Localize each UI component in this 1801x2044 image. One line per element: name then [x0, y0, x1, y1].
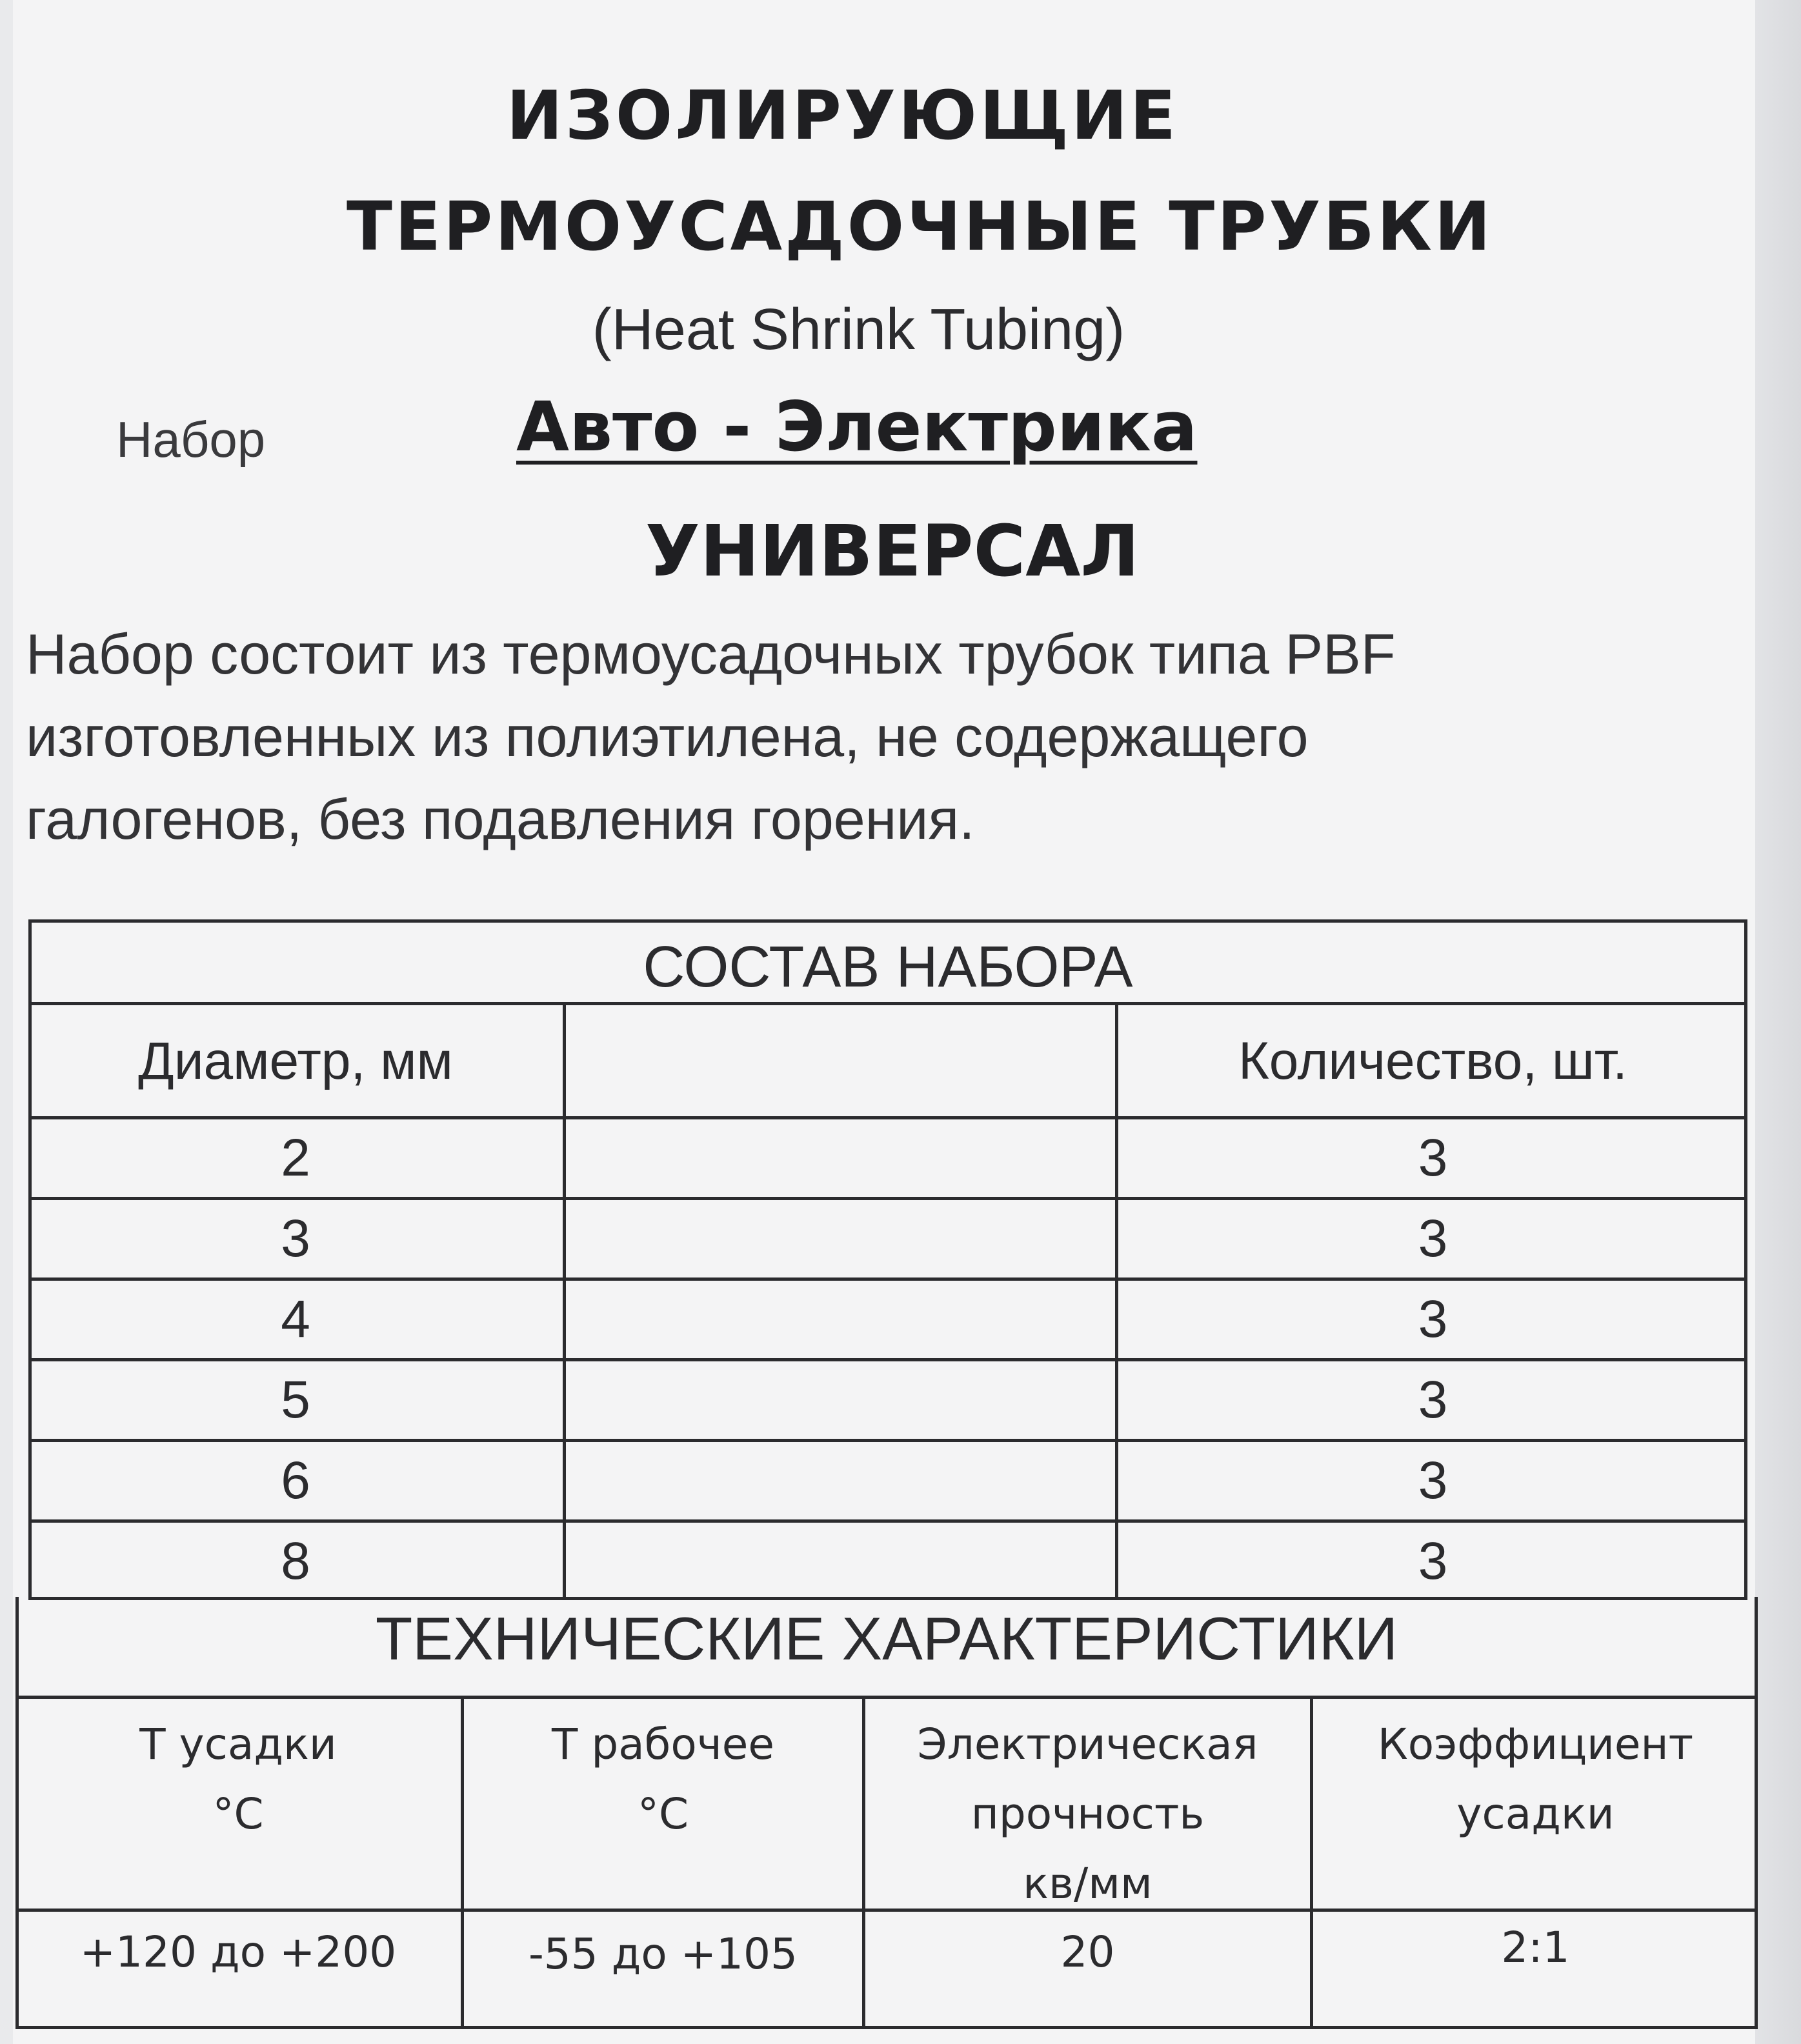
spec-header-line: кв/мм	[1023, 1859, 1152, 1909]
spec-header-shrink-temp	[15, 1710, 461, 1849]
table-divider	[28, 1002, 1747, 1005]
composition-title: СОСТАВ НАБОРА	[643, 935, 1133, 999]
description-line-3: галогенов, без подавления горения.	[26, 787, 975, 851]
title-line-1: ИЗОЛИРУЮЩИЕ	[506, 76, 1179, 155]
spec-header-line: Электрическая	[917, 1719, 1258, 1769]
description-line-2: изготовленных из полиэтилена, не содержащего	[26, 705, 1309, 768]
spec-header-line: Т рабочее	[552, 1719, 774, 1769]
cell-quantity: 3	[1418, 1451, 1448, 1510]
spec-header-working-temp	[464, 1710, 862, 1849]
title-line-2: ТЕРМОУСАДОЧНЫЕ ТРУБКИ	[347, 187, 1493, 266]
spec-header-line: °С	[212, 1789, 264, 1839]
description-paragraph	[26, 613, 1729, 861]
spec-value-dielectric-strength: 20	[1060, 1927, 1115, 1977]
cell-diameter: 2	[281, 1128, 310, 1187]
cell-diameter: 4	[281, 1290, 310, 1348]
spec-header-shrink-ratio	[1313, 1710, 1758, 1849]
table-divider	[15, 1696, 1758, 1699]
sheet-edge-shadow	[1755, 0, 1801, 2044]
description-line-1: Набор состоит из термоусадочных трубок типа PBF	[26, 622, 1396, 686]
set-label: Набор	[116, 411, 266, 468]
cell-quantity: 3	[1418, 1128, 1448, 1187]
spec-header-line: Т усадки	[139, 1719, 337, 1769]
table-divider	[28, 1197, 1747, 1200]
table-divider	[28, 1116, 1747, 1119]
table-divider	[28, 1278, 1747, 1281]
specs-title: ТЕХНИЧЕСКИЕ ХАРАКТЕРИСТИКИ	[375, 1605, 1398, 1672]
table-divider	[28, 1358, 1747, 1361]
set-type: УНИВЕРСАЛ	[645, 510, 1140, 592]
spec-header-line: °С	[637, 1789, 689, 1839]
cell-quantity: 3	[1418, 1290, 1448, 1348]
subtitle-english: (Heat Shrink Tubing)	[592, 297, 1125, 362]
spec-value-shrink-temp: +120 до +200	[79, 1927, 397, 1977]
table-column-divider	[563, 1002, 566, 1600]
set-name: Авто - Электрика	[516, 387, 1198, 466]
cell-diameter: 3	[281, 1209, 310, 1268]
column-header-quantity: Количество, шт.	[1238, 1032, 1627, 1090]
column-header-diameter: Диаметр, мм	[138, 1032, 453, 1090]
spec-header-dielectric-strength	[865, 1710, 1310, 1919]
cell-diameter: 6	[281, 1451, 310, 1510]
table-divider	[28, 1519, 1747, 1523]
spec-header-line: прочность	[971, 1789, 1205, 1839]
spec-value-working-temp: -55 до +105	[528, 1929, 798, 1979]
cell-quantity: 3	[1418, 1532, 1448, 1590]
spec-value-shrink-ratio: 2:1	[1501, 1923, 1570, 1972]
spec-header-line: усадки	[1456, 1789, 1615, 1839]
cell-diameter: 8	[281, 1532, 310, 1590]
cell-quantity: 3	[1418, 1370, 1448, 1429]
cell-quantity: 3	[1418, 1209, 1448, 1268]
spec-header-line: Коэффициент	[1377, 1719, 1694, 1769]
cell-diameter: 5	[281, 1370, 310, 1429]
table-divider	[28, 1439, 1747, 1442]
